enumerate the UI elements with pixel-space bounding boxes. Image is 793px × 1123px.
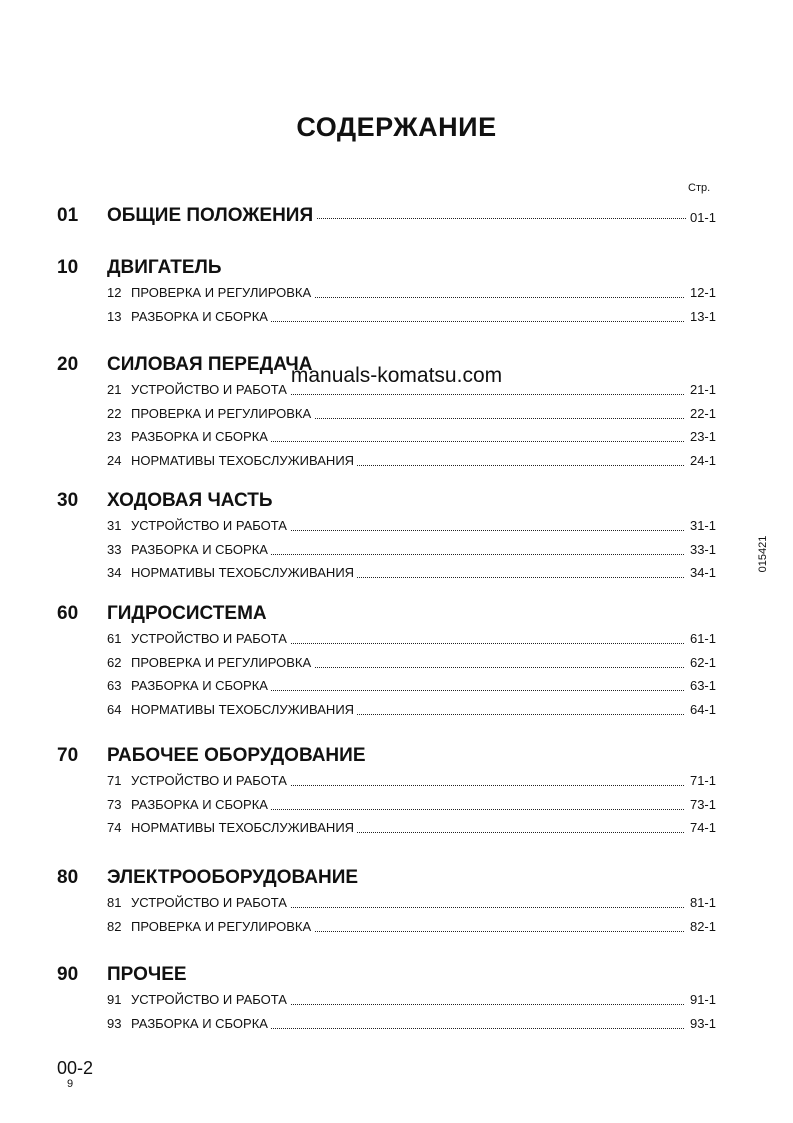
toc-item-number: 62 bbox=[107, 654, 122, 670]
side-code: 015421 bbox=[757, 535, 769, 573]
toc-item-list bbox=[0, 380, 793, 474]
toc-section-number: 60 bbox=[57, 603, 79, 624]
toc-section-heading[interactable] bbox=[0, 867, 793, 893]
toc-item-number: 82 bbox=[107, 918, 122, 934]
toc-section bbox=[0, 257, 793, 330]
toc-section-title: ГИДРОСИСТЕМА bbox=[107, 603, 267, 624]
footer-page-number: 00-2 bbox=[57, 1058, 94, 1078]
toc-item-page: 81-1 bbox=[684, 895, 716, 910]
toc-section-heading[interactable] bbox=[0, 964, 793, 990]
toc-item-number: 33 bbox=[107, 541, 122, 557]
toc-item-list bbox=[0, 771, 793, 842]
toc-item-title: РАЗБОРКА И СБОРКА bbox=[131, 797, 271, 812]
toc-item[interactable] bbox=[0, 795, 793, 819]
toc-item[interactable] bbox=[0, 653, 793, 677]
toc-section-page: 01-1 bbox=[686, 210, 716, 225]
toc-item-page: 91-1 bbox=[684, 992, 716, 1007]
toc-section bbox=[0, 745, 793, 842]
toc-item[interactable] bbox=[0, 700, 793, 724]
toc-section-title: СИЛОВАЯ ПЕРЕДАЧА bbox=[107, 354, 313, 375]
toc-item[interactable] bbox=[0, 283, 793, 307]
toc-item-number: 24 bbox=[107, 452, 122, 468]
toc-item-list bbox=[0, 283, 793, 330]
toc-section-heading[interactable] bbox=[0, 603, 793, 629]
toc-item-title: УСТРОЙСТВО И РАБОТА bbox=[131, 631, 290, 646]
toc-item-number: 23 bbox=[107, 429, 122, 444]
toc-item-number: 93 bbox=[107, 1015, 122, 1031]
toc-item-title: РАЗБОРКА И СБОРКА bbox=[131, 309, 271, 324]
toc-item-page: 73-1 bbox=[684, 797, 716, 812]
toc-item-title: РАЗБОРКА И СБОРКА bbox=[131, 678, 271, 693]
toc-section-title: ХОДОВАЯ ЧАСТЬ bbox=[107, 490, 273, 511]
toc-item-page: 31-1 bbox=[684, 518, 716, 533]
toc-item-number: 21 bbox=[107, 382, 122, 397]
toc-item-title: НОРМАТИВЫ ТЕХОБСЛУЖИВАНИЯ bbox=[131, 702, 357, 717]
toc-item-title: УСТРОЙСТВО И РАБОТА bbox=[131, 895, 290, 910]
toc-item-list bbox=[0, 990, 793, 1037]
toc-item[interactable] bbox=[0, 771, 793, 795]
watermark: manuals-komatsu.com bbox=[290, 364, 503, 387]
toc-item-number: 73 bbox=[107, 796, 122, 812]
toc-item-page: 13-1 bbox=[684, 309, 716, 324]
toc-item-page: 61-1 bbox=[684, 631, 716, 646]
toc-item-page: 34-1 bbox=[684, 565, 716, 580]
toc-item[interactable] bbox=[0, 917, 793, 941]
toc-section bbox=[0, 490, 793, 587]
toc-item-number: 74 bbox=[107, 820, 122, 835]
toc-item-title: УСТРОЙСТВО И РАБОТА bbox=[131, 382, 290, 397]
toc-item-number: 81 bbox=[107, 895, 122, 910]
toc-item-page: 12-1 bbox=[684, 285, 716, 300]
toc-item-title: ПРОВЕРКА И РЕГУЛИРОВКА bbox=[131, 655, 314, 670]
toc-section-heading[interactable] bbox=[0, 257, 793, 283]
toc-item[interactable] bbox=[0, 990, 793, 1014]
toc-section-heading[interactable] bbox=[0, 745, 793, 771]
toc-item-list bbox=[0, 893, 793, 940]
toc-section-title: ЭЛЕКТРООБОРУДОВАНИЕ bbox=[107, 867, 359, 888]
toc-section-heading[interactable] bbox=[0, 205, 793, 231]
toc-item-title: УСТРОЙСТВО И РАБОТА bbox=[131, 992, 290, 1007]
page-column-label: Стр. bbox=[688, 182, 711, 194]
toc-item[interactable] bbox=[0, 451, 793, 475]
toc-item-title: НОРМАТИВЫ ТЕХОБСЛУЖИВАНИЯ bbox=[131, 820, 357, 835]
toc-section-number: 80 bbox=[57, 867, 79, 888]
toc-section-title: ОБЩИЕ ПОЛОЖЕНИЯ bbox=[107, 205, 317, 227]
toc-item[interactable] bbox=[0, 893, 793, 917]
toc-item-page: 82-1 bbox=[684, 919, 716, 934]
toc-item[interactable] bbox=[0, 307, 793, 331]
toc-item-page: 22-1 bbox=[684, 406, 716, 421]
toc-item[interactable] bbox=[0, 516, 793, 540]
toc-item-number: 34 bbox=[107, 565, 122, 580]
toc-item-page: 21-1 bbox=[684, 382, 716, 397]
toc-item-title: ПРОВЕРКА И РЕГУЛИРОВКА bbox=[131, 919, 314, 934]
toc-item-number: 22 bbox=[107, 405, 122, 421]
toc-item-number: 31 bbox=[107, 518, 122, 533]
toc-item-title: РАЗБОРКА И СБОРКА bbox=[131, 429, 271, 444]
toc-item-number: 71 bbox=[107, 773, 122, 788]
toc-section-title: ПРОЧЕЕ bbox=[107, 964, 187, 985]
toc-item[interactable] bbox=[0, 540, 793, 564]
toc-section-heading[interactable] bbox=[0, 490, 793, 516]
toc-item-number: 13 bbox=[107, 308, 122, 324]
toc-section-title: РАБОЧЕЕ ОБОРУДОВАНИЕ bbox=[107, 745, 366, 766]
toc-item-page: 62-1 bbox=[684, 655, 716, 670]
toc-item[interactable] bbox=[0, 629, 793, 653]
toc-item-title: УСТРОЙСТВО И РАБОТА bbox=[131, 773, 290, 788]
toc-section-title: ДВИГАТЕЛЬ bbox=[107, 257, 222, 278]
toc-section bbox=[0, 205, 793, 231]
toc-item-number: 61 bbox=[107, 631, 122, 646]
page-title: СОДЕРЖАНИЕ bbox=[296, 112, 497, 142]
toc-item-list bbox=[0, 629, 793, 723]
toc-section-number: 10 bbox=[57, 257, 79, 278]
toc-item-page: 93-1 bbox=[684, 1016, 716, 1031]
toc-item-page: 33-1 bbox=[684, 542, 716, 557]
toc-item-page: 64-1 bbox=[684, 702, 716, 717]
toc-item-list bbox=[0, 516, 793, 587]
toc-item-number: 63 bbox=[107, 678, 122, 693]
toc-item-title: НОРМАТИВЫ ТЕХОБСЛУЖИВАНИЯ bbox=[131, 565, 357, 580]
toc-section-number: 01 bbox=[57, 205, 79, 226]
toc-item-title: НОРМАТИВЫ ТЕХОБСЛУЖИВАНИЯ bbox=[131, 453, 357, 468]
toc-item-title: УСТРОЙСТВО И РАБОТА bbox=[131, 518, 290, 533]
toc-item-title: ПРОВЕРКА И РЕГУЛИРОВКА bbox=[131, 285, 314, 300]
toc-item[interactable] bbox=[0, 563, 793, 587]
toc-section-number: 70 bbox=[57, 745, 79, 766]
toc-item[interactable] bbox=[0, 1014, 793, 1038]
toc-item-page: 24-1 bbox=[684, 453, 716, 468]
toc-item-page: 23-1 bbox=[684, 429, 716, 444]
toc-section-number: 30 bbox=[57, 490, 79, 511]
toc-item[interactable] bbox=[0, 676, 793, 700]
footer-revision: 9 bbox=[67, 1078, 74, 1090]
toc-section-number: 90 bbox=[57, 964, 79, 985]
toc-section bbox=[0, 867, 793, 940]
toc-section bbox=[0, 964, 793, 1037]
toc-item-title: РАЗБОРКА И СБОРКА bbox=[131, 1016, 271, 1031]
toc-item-number: 91 bbox=[107, 992, 122, 1007]
toc-item[interactable] bbox=[0, 427, 793, 451]
toc-section bbox=[0, 603, 793, 723]
toc-item-page: 63-1 bbox=[684, 678, 716, 693]
toc-item-number: 64 bbox=[107, 701, 122, 717]
toc-item-title: ПРОВЕРКА И РЕГУЛИРОВКА bbox=[131, 406, 314, 421]
toc-item-page: 74-1 bbox=[684, 820, 716, 835]
toc-item-number: 12 bbox=[107, 285, 122, 300]
toc-section-number: 20 bbox=[57, 354, 79, 375]
toc-item[interactable] bbox=[0, 818, 793, 842]
toc-item-page: 71-1 bbox=[684, 773, 716, 788]
toc-item-title: РАЗБОРКА И СБОРКА bbox=[131, 542, 271, 557]
toc-item[interactable] bbox=[0, 404, 793, 428]
